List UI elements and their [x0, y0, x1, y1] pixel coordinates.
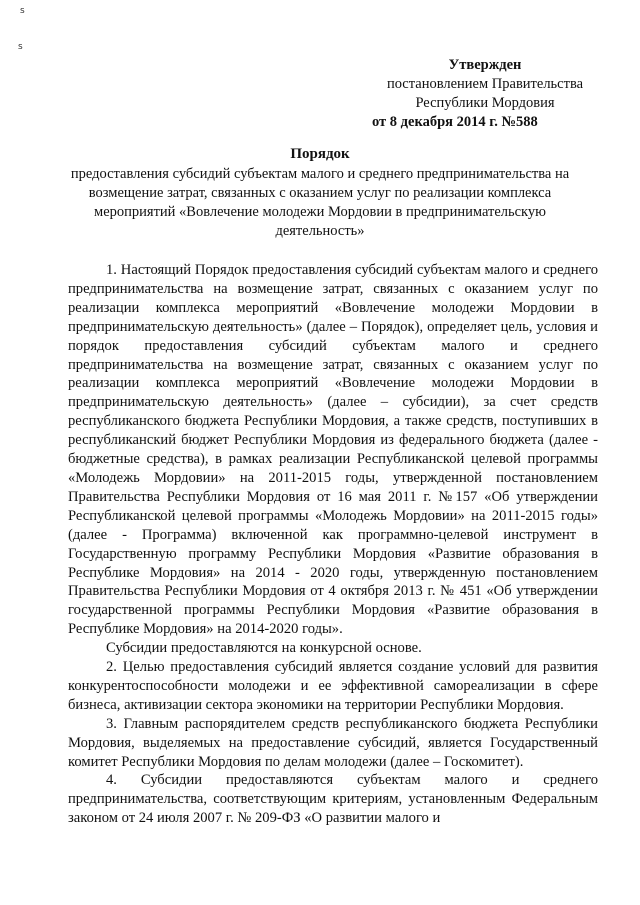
scan-mark-top: s [20, 6, 25, 16]
paragraph-4: 4. Субсидии предоставляются субъектам малого и среднего предпринимательства, соответствующим критериям, установленным Федеральным законом от 24 июля 2007 г. № 209-ФЗ «О развитии малого и [68, 772, 598, 827]
approval-line-2: Республики Мордовия [415, 95, 555, 111]
document-title: Порядок [290, 146, 350, 162]
approval-title: Утвержден [448, 57, 522, 73]
scan-mark-second: s [18, 42, 23, 52]
document-subtitle: предоставления субсидий субъектам малого и среднего предпринимательства на возмещение затрат, связанных с оказанием услуг по реализации комплекса мероприятий «Вовлечение молодежи Мордовии в предпринимательскую деятельность» [70, 166, 570, 239]
paragraph-2: 2. Целью предоставления субсидий является создание условий для развития конкурентоспособности молодежи и ее эффективной самореализации в сфере бизнеса, активизации сектора экономики на территории Республики Мордовия. [68, 659, 598, 713]
paragraph-contest-basis: Субсидии предоставляются на конкурсной основе. [106, 640, 422, 657]
approval-line-1: постановлением Правительства [386, 76, 584, 92]
paragraph-3: 3. Главным распорядителем средств республиканского бюджета Республики Мордовия, выделяемых на предоставление субсидий, является Государственный комитет Республики Мордовия по делам молодежи (далее – Госкомитет). [68, 715, 598, 770]
approval-block [360, 56, 610, 132]
approval-date: от 8 декабря 2014 г. №588 [372, 114, 538, 130]
paragraph-1: 1. Настоящий Порядок предоставления субсидий субъектам малого и среднего предпринимательства на возмещение затрат, связанных с оказанием услуг по реализации комплекса мероприятий «Вовлечение молодежи Мордовии в предпринимательскую деятельность» (далее – Порядок), определяет цель, условия и порядок предоставления субсидий субъектам малого и среднего предпринимательства на возмещение затрат, связанных с оказанием услуг по реализации комплекса мероприятий «Вовлечение молодежи Мордовии в предпринимательскую деятельность» (далее – субсидии), за счет средств республиканского бюджета Республики Мордовия, а также средств, поступивших в республиканский бюджет Республики Мордовия из федерального бюджета (далее - бюджетные средства), в рамках реализации Республиканской целевой программы «Молодежь Мордовии» на 2011-2015 годы, утвержденной постановлением Правительства Республики Мордовия от 16 мая 2011 г. №157 «Об утверждении Республиканской целевой программы «Молодежь Мордовии» на 2011-2015 годы» (далее - Программа) включенной как программно-целевой инструмент в Государственную программу Республики Мордовия «Развитие образования в Республике Мордовия» на 2014 - 2020 годы, утвержденную постановлением Правительства Республики Мордовия от 4 октября 2013 г. № 451 «Об утверждении государственной программы Республики Мордовия «Развитие образования в Республике Мордовия» на 2014-2020 годы». [68, 262, 598, 638]
document-body [68, 261, 598, 828]
